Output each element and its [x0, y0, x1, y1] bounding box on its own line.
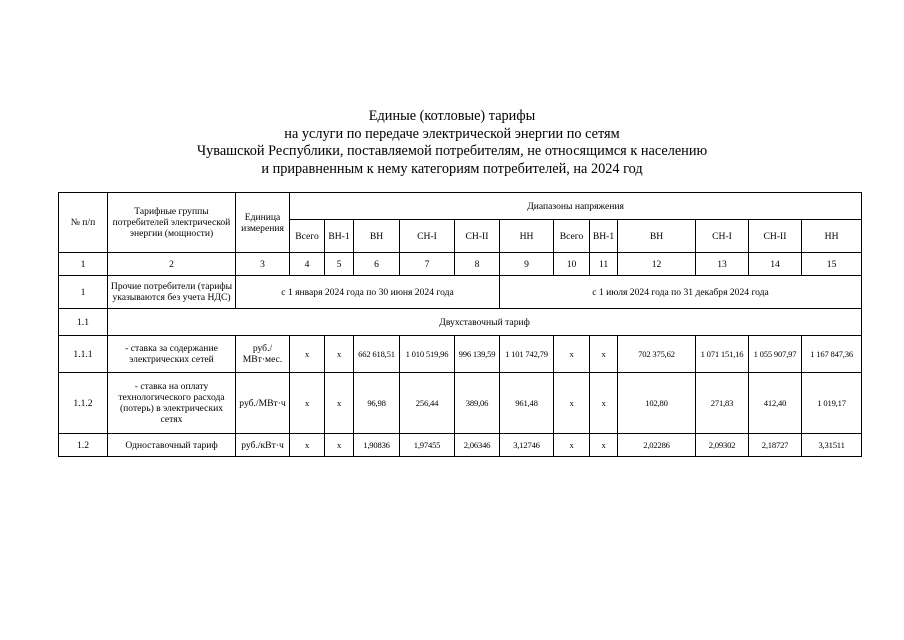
column-index: 14 — [749, 253, 802, 276]
row-number: 1.2 — [59, 434, 108, 457]
table-cell: 961,48 — [500, 373, 554, 434]
header-level: ВН — [618, 220, 696, 253]
table-cell: 1 167 847,36 — [802, 336, 862, 373]
header-level: СН-II — [455, 220, 500, 253]
table-cell: 2,02286 — [618, 434, 696, 457]
column-index: 5 — [325, 253, 354, 276]
table-cell: 1 010 519,96 — [400, 336, 455, 373]
header-unit: Единица измерения — [236, 193, 290, 253]
header-level: НН — [802, 220, 862, 253]
header-voltage-ranges: Диапазоны напряжения — [290, 193, 862, 220]
table-cell: 1,90836 — [354, 434, 400, 457]
table-row — [59, 309, 862, 336]
table-cell: x — [554, 434, 590, 457]
column-index: 13 — [696, 253, 749, 276]
table-cell: 996 139,59 — [455, 336, 500, 373]
table-row — [59, 373, 862, 434]
column-index: 10 — [554, 253, 590, 276]
table-cell: x — [554, 373, 590, 434]
header-level: СН-I — [696, 220, 749, 253]
row-number: 1.1 — [59, 309, 108, 336]
title-line-1: Единые (котловые) тарифы — [368, 108, 536, 124]
table-cell: 3,12746 — [500, 434, 554, 457]
column-index: 15 — [802, 253, 862, 276]
table-cell: 3,31511 — [802, 434, 862, 457]
table-cell: x — [290, 336, 325, 373]
table-cell: 1 071 151,16 — [696, 336, 749, 373]
table-cell: 2,18727 — [749, 434, 802, 457]
column-index: 4 — [290, 253, 325, 276]
row-number: 1.1.1 — [59, 336, 108, 373]
table-cell: x — [325, 373, 354, 434]
title-line-3: Чувашской Республики, поставляемой потребителям, не относящимся к населению — [196, 143, 708, 159]
column-index: 3 — [236, 253, 290, 276]
document-title — [0, 108, 904, 178]
table-cell: 2,09302 — [696, 434, 749, 457]
tariff-table — [58, 192, 862, 457]
row-unit: руб./кВт·ч — [236, 434, 290, 457]
row-name: - ставка на оплату технологического расхода (потерь) в электрических сетях — [108, 373, 236, 434]
table-row — [59, 336, 862, 373]
table-cell: 412,40 — [749, 373, 802, 434]
table-cell: 1,97455 — [400, 434, 455, 457]
column-index: 11 — [590, 253, 618, 276]
column-index: 8 — [455, 253, 500, 276]
table-cell: 702 375,62 — [618, 336, 696, 373]
period-second-half: с 1 июля 2024 года по 31 декабря 2024 года — [500, 276, 862, 309]
column-index-row — [59, 253, 862, 276]
table-cell: x — [325, 336, 354, 373]
row-name: Одноставочный тариф — [108, 434, 236, 457]
table-cell: x — [290, 434, 325, 457]
row-name: Двухставочный тариф — [108, 309, 862, 336]
table-cell: 96,98 — [354, 373, 400, 434]
table-cell: 1 019,17 — [802, 373, 862, 434]
header-level: СН-I — [400, 220, 455, 253]
table-cell: x — [590, 336, 618, 373]
column-index: 1 — [59, 253, 108, 276]
table-cell: 1 055 907,97 — [749, 336, 802, 373]
row-number: 1.1.2 — [59, 373, 108, 434]
row-unit: руб./МВт·мес. — [236, 336, 290, 373]
header-level: ВН — [354, 220, 400, 253]
row-name: - ставка за содержание электрических сетей — [108, 336, 236, 373]
column-index: 2 — [108, 253, 236, 276]
table-row — [59, 276, 862, 309]
table-cell: 389,06 — [455, 373, 500, 434]
header-level: ВН-1 — [590, 220, 618, 253]
row-name: Прочие потребители (тарифы указываются без учета НДС) — [108, 276, 236, 309]
column-index: 12 — [618, 253, 696, 276]
table-cell: x — [325, 434, 354, 457]
column-index: 9 — [500, 253, 554, 276]
table-cell: 256,44 — [400, 373, 455, 434]
table-row — [59, 434, 862, 457]
table-cell: x — [590, 373, 618, 434]
table-cell: x — [290, 373, 325, 434]
period-first-half: с 1 января 2024 года по 30 июня 2024 года — [236, 276, 500, 309]
table-cell: 1 101 742,79 — [500, 336, 554, 373]
header-group: Тарифные группы потребителей электрической энергии (мощности) — [108, 193, 236, 253]
column-index: 6 — [354, 253, 400, 276]
table-cell: x — [590, 434, 618, 457]
header-level: Всего — [290, 220, 325, 253]
column-index: 7 — [400, 253, 455, 276]
title-line-2: на услуги по передаче электрической энергии по сетям — [284, 125, 620, 142]
table-cell: 271,83 — [696, 373, 749, 434]
row-unit: руб./МВт·ч — [236, 373, 290, 434]
table-cell: 2,06346 — [455, 434, 500, 457]
header-level: ВН-1 — [325, 220, 354, 253]
table-cell: 102,80 — [618, 373, 696, 434]
table-cell: x — [554, 336, 590, 373]
table-cell: 662 618,51 — [354, 336, 400, 373]
header-level: НН — [500, 220, 554, 253]
title-line-4: и приравненным к нему категориям потребителей, на 2024 год — [261, 160, 643, 177]
header-level: СН-II — [749, 220, 802, 253]
header-num: № п/п — [59, 193, 108, 253]
header-level: Всего — [554, 220, 590, 253]
row-number: 1 — [59, 276, 108, 309]
header-row — [59, 193, 862, 220]
